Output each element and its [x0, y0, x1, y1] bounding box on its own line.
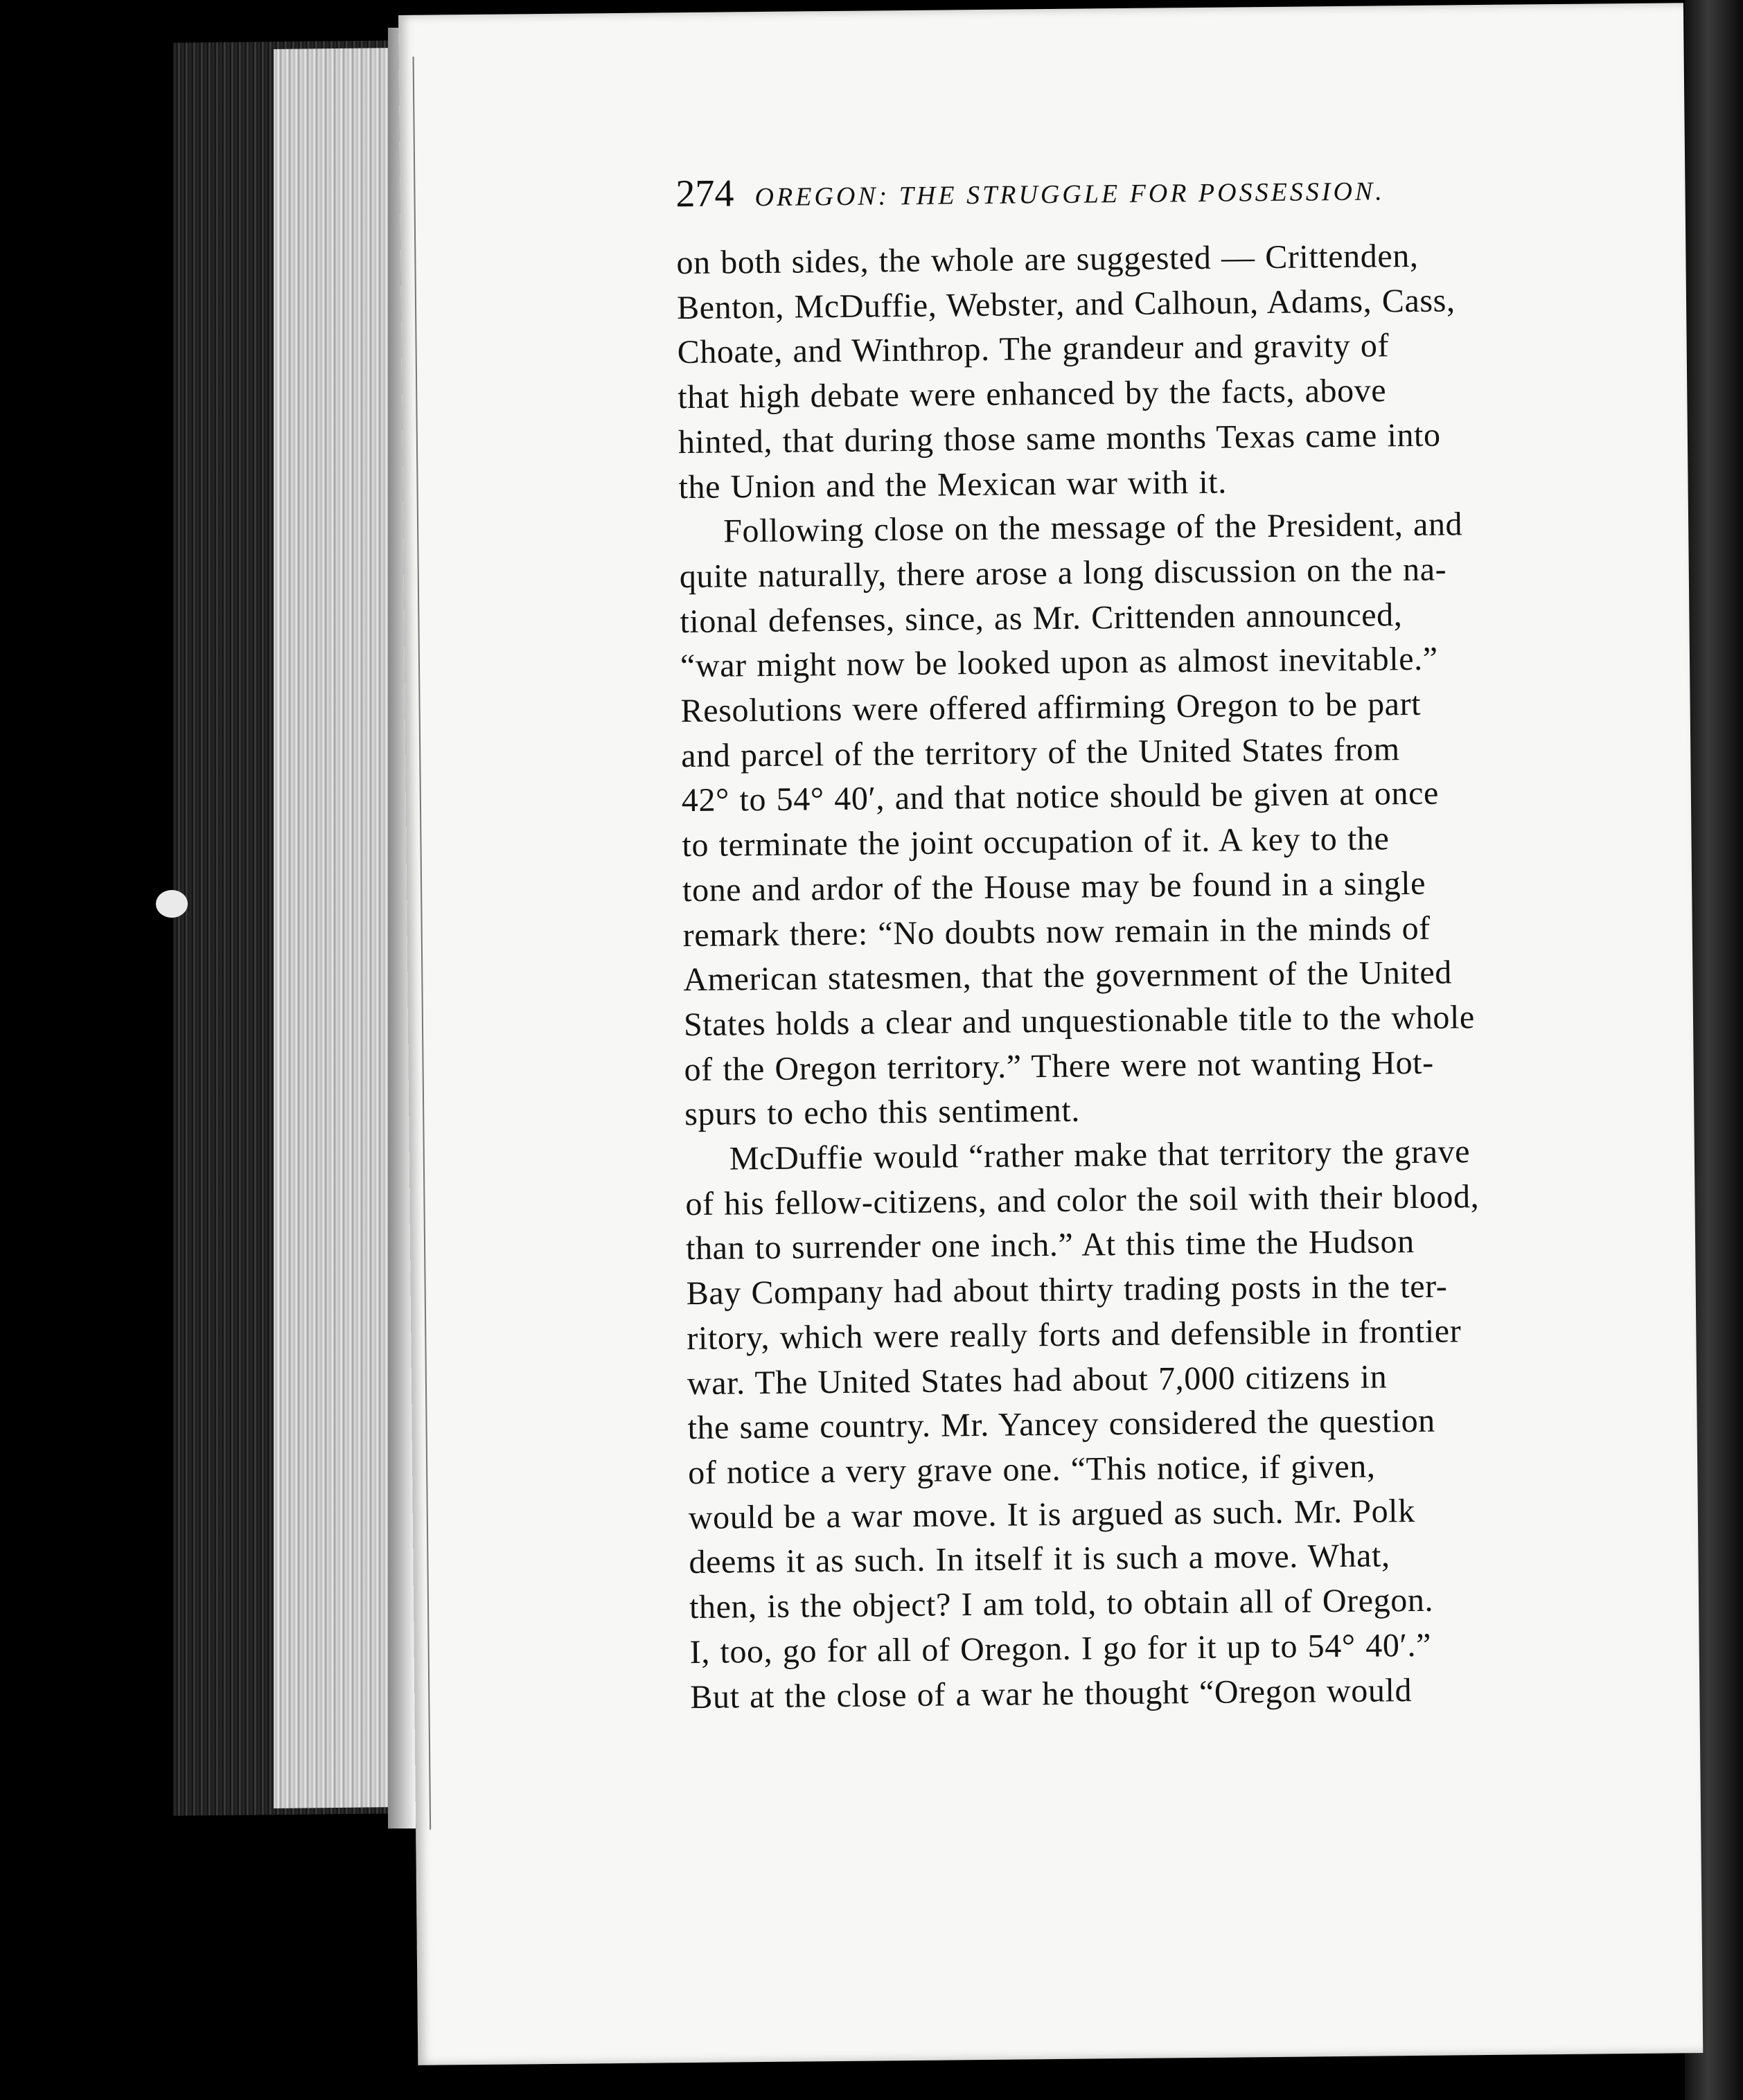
text-line: quite naturally, there arose a long discussion on the na- [679, 551, 1447, 596]
text-line: tional defenses, since, as Mr. Crittenden announced, [680, 596, 1403, 640]
text-line: than to surrender one inch.” At this time the Hudson [685, 1223, 1415, 1267]
text-line: States holds a clear and unquestionable title to the whole [683, 999, 1476, 1044]
text-line: ritory, which were really forts and defensible in frontier [687, 1312, 1462, 1357]
text-line: on both sides, the whole are suggested — Crittenden, [676, 237, 1419, 282]
text-line: “war might now be looked upon as almost inevitable.” [680, 640, 1438, 685]
paper-speck [156, 890, 188, 918]
running-head [675, 163, 1549, 216]
book-page [398, 3, 1703, 2065]
text-line: I, too, go for all of Oregon. I go for it up to 54° 40′.” [689, 1626, 1432, 1671]
text-line: deems it as such. In itself it is such a move. What, [689, 1537, 1390, 1581]
text-line: war. The United States had about 7,000 citizens in [687, 1358, 1388, 1402]
book-page-edges-highlight [274, 48, 398, 1808]
text-line: Choate, and Winthrop. The grandeur and gravity of [677, 327, 1390, 371]
page-number: 274 [675, 172, 734, 216]
text-line: hinted, that during those same months Texas came into [678, 416, 1441, 461]
text-line: McDuffie would “rather make that territory the grave [729, 1133, 1471, 1177]
body-text [676, 232, 1604, 1720]
text-line: and parcel of the territory of the United States from [681, 730, 1400, 774]
text-line: tone and ardor of the House may be found in a single [682, 864, 1426, 909]
text-line: of the Oregon territory.” There were not wanting Hot- [684, 1044, 1434, 1088]
text-line: Following close on the message of the President, and [723, 506, 1463, 550]
text-line: remark there: “No doubts now remain in the minds of [682, 909, 1431, 954]
text-line: of his fellow-citizens, and color the soil with their blood, [685, 1177, 1480, 1222]
text-line: American statesmen, that the government of the United [683, 954, 1453, 999]
text-line: Benton, McDuffie, Webster, and Calhoun, Adams, Cass, [676, 282, 1456, 326]
text-line: then, is the object? I am told, to obtain all of Oregon. [689, 1581, 1434, 1626]
text-line: the same country. Mr. Yancey considered the question [687, 1403, 1436, 1447]
text-line: the Union and the Mexican war with it. [678, 463, 1228, 506]
text-line: that high debate were enhanced by the facts, above [678, 372, 1387, 416]
text-line: Resolutions were offered affirming Oregon to be part [680, 685, 1422, 730]
page-fold-line [413, 57, 432, 1830]
text-line: to terminate the joint occupation of it. A key to the [682, 820, 1390, 864]
text-line: But at the close of a war he thought “Oregon would [690, 1671, 1413, 1716]
text-line: spurs to echo this sentiment. [684, 1092, 1081, 1133]
text-line: of notice a very grave one. “This notice, if given, [687, 1448, 1376, 1492]
text-line: would be a war move. It is argued as such. Mr. Polk [688, 1492, 1415, 1536]
text-line: Bay Company had about thirty trading posts in the ter- [686, 1267, 1448, 1312]
text-line: 42° to 54° 40′, and that notice should be given at once [681, 775, 1440, 819]
running-title: OREGON: THE STRUGGLE FOR POSSESSION. [754, 177, 1385, 213]
